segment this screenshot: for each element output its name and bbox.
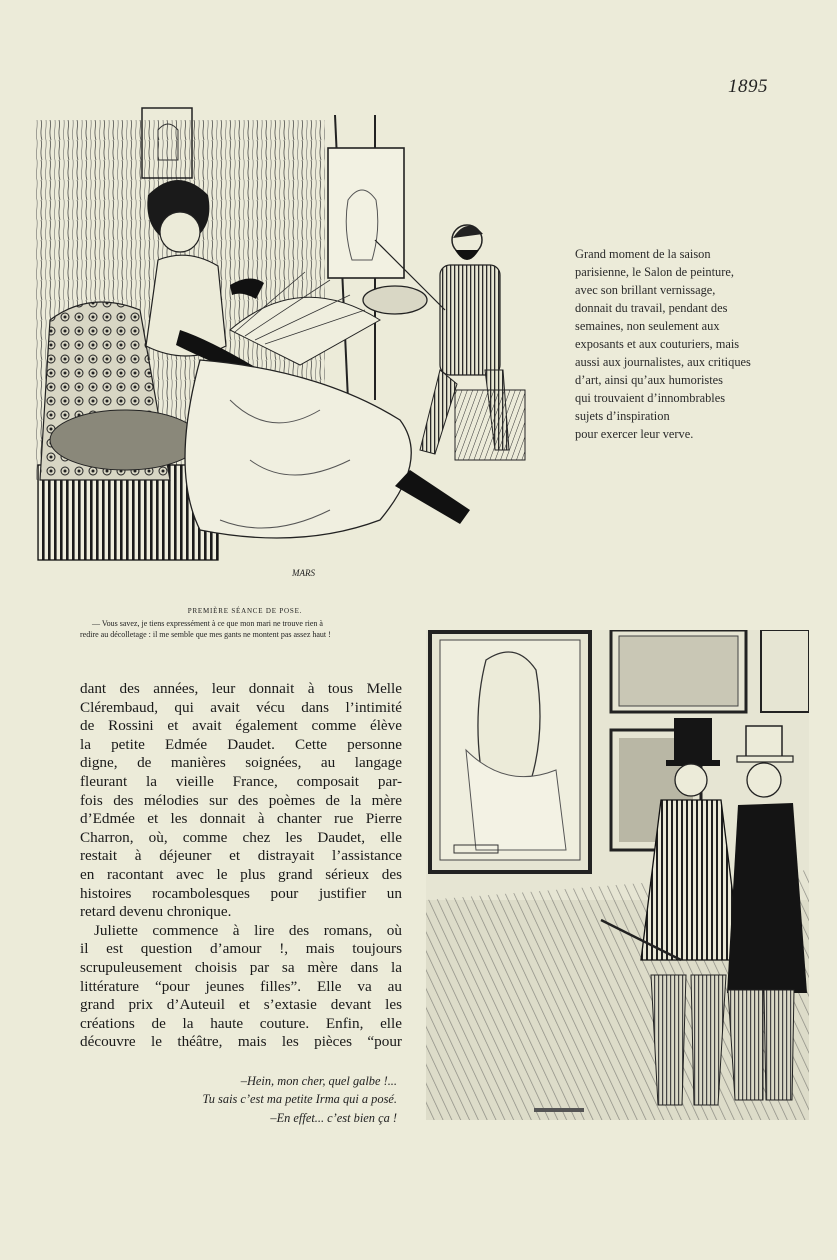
body-line: grand prix d’Auteuil et s’extasie devant les (80, 996, 402, 1014)
caption-line: — Vous savez, je tiens expressément à ce que mon mari ne trouve rien à (92, 619, 323, 628)
sidenote-line: Grand moment de la saison (575, 247, 711, 261)
salon-gentlemen-drawing (426, 630, 809, 1120)
body-line: fois des mélodies sur des poèmes de la mère (80, 791, 402, 809)
body-line: d’Edmée et les donnait à chanter rue Pierre (80, 810, 402, 828)
body-line: histoires rocambolesques pour justifier un (80, 884, 402, 902)
caption-title: PREMIÈRE SÉANCE DE POSE. (187, 607, 303, 615)
page-year: 1895 (728, 76, 768, 97)
body-line: dant des années, leur donnait à tous Melle (80, 680, 402, 697)
body-line: en racontant avec le plus grand sérieux des (80, 865, 402, 883)
sidenote-line: avec son brillant vernissage, (575, 283, 716, 297)
sidenote-line: semaines, non seulement aux (575, 319, 720, 333)
sidenote-line: parisienne, le Salon de peinture, (575, 265, 734, 279)
sidenote-line: aussi aux journalistes, aux critiques (575, 355, 751, 369)
body-line: créations de la haute couture. Enfin, elle (80, 1014, 402, 1032)
body-line: littérature “pour jeunes filles”. Elle va au (80, 977, 402, 995)
body-line: scrupuleusement choisis par sa mère dans la (80, 958, 402, 976)
caption-line: Tu sais c’est ma petite Irma qui a posé. (202, 1092, 397, 1107)
sidenote-text (575, 245, 795, 443)
body-paragraphs (80, 680, 402, 1052)
body-line: Juliette commence à lire des romans, où (94, 921, 402, 939)
body-line: de Rossini et avait également comme élève (80, 717, 402, 735)
body-line: Charron, où, comme chez les Daudet, elle (80, 828, 402, 846)
caption-line: redire au décolletage : il me semble que mes gants ne montent pas assez haut ! (80, 630, 331, 639)
body-line: il est question d’amour !, mais toujours (80, 940, 402, 958)
painting-session-drawing (30, 100, 528, 590)
illustration-salon-gentlemen (426, 630, 809, 1120)
illustration-signature: MARS (292, 568, 315, 578)
caption-line: –Hein, mon cher, quel galbe !... (240, 1074, 397, 1088)
sidenote-line: donnait du travail, pendant des (575, 301, 728, 315)
body-line: découvre le théâtre, mais les pièces “pour (80, 1033, 402, 1051)
body-line: digne, de manières soignées, au langage (80, 754, 402, 772)
body-line: retard devenu chronique. (80, 903, 232, 921)
sidenote-line: sujets d’inspiration (575, 409, 670, 423)
sidenote-line: pour exercer leur verve. (575, 427, 694, 441)
caption-line: –En effet... c’est bien ça ! (270, 1110, 397, 1125)
body-line: la petite Edmée Daudet. Cette personne (80, 735, 402, 753)
bottom-illustration-caption (150, 1072, 397, 1127)
top-illustration-caption (80, 606, 410, 640)
illustration-painting-session (30, 100, 528, 590)
sidenote-line: exposants et aux couturiers, mais (575, 337, 740, 351)
body-line: restait à déjeuner et distrayait l’assistance (80, 847, 402, 865)
body-line: Clérembaud, qui avait vécu dans l’intimité (80, 698, 402, 716)
body-line: fleurant la vieille France, composait par- (80, 772, 402, 790)
sidenote-line: d’art, ainsi qu’aux humoristes (575, 373, 723, 387)
sidenote-line: qui trouvaient d’innombrables (575, 391, 726, 405)
